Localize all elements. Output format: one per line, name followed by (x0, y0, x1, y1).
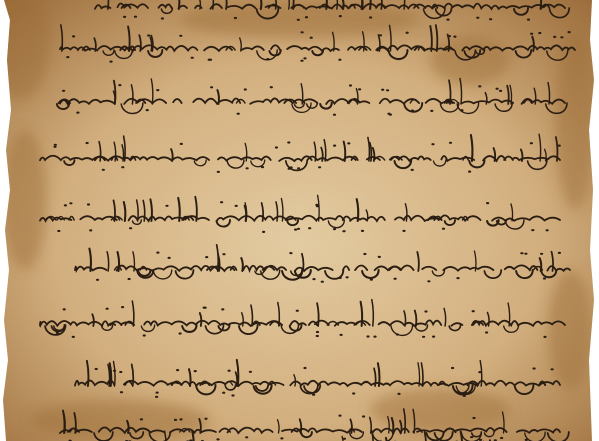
ink-dot (290, 166, 293, 168)
ink-dot (86, 142, 89, 144)
ink-dot (66, 56, 69, 58)
ink-dot (411, 110, 414, 112)
ink-dot (349, 84, 352, 86)
ink-dot (422, 336, 425, 338)
ink-dot (208, 59, 211, 61)
ink-dot (361, 230, 364, 232)
ink-dot (478, 85, 481, 87)
ink-dot (113, 370, 116, 372)
ink-dot (87, 203, 90, 205)
ink-dot (312, 394, 315, 396)
ink-dot (109, 61, 112, 63)
ink-dot (249, 371, 252, 373)
ink-dot (456, 277, 459, 279)
ink-dot (266, 58, 269, 60)
ink-dot (231, 394, 234, 396)
ink-dot (449, 142, 452, 144)
ink-dot (165, 205, 168, 207)
ink-dot (228, 370, 231, 372)
ink-dot (296, 310, 299, 312)
ink-dot (432, 336, 435, 338)
ink-dot (262, 231, 265, 233)
ink-dot (394, 278, 397, 280)
ink-dot (176, 369, 179, 371)
ink-dot (300, 60, 303, 62)
ink-dot (530, 142, 533, 144)
ink-dot (161, 17, 164, 19)
ink-dot (500, 437, 503, 439)
ink-dot (389, 114, 392, 116)
ink-dot (179, 418, 182, 420)
ink-dot (69, 202, 72, 204)
ink-dot (303, 367, 306, 369)
ink-dot (520, 252, 523, 254)
ink-dot (72, 35, 75, 37)
ink-dot (411, 169, 414, 171)
ink-dot (430, 110, 433, 112)
ink-dot (396, 333, 399, 335)
ink-dot (308, 227, 311, 229)
ink-dot (358, 88, 361, 90)
ink-dot (373, 336, 376, 338)
ink-dot (460, 109, 463, 111)
ink-dot (301, 31, 304, 33)
ink-dot (431, 143, 434, 145)
ink-dot (96, 279, 99, 281)
ink-dot (275, 146, 278, 148)
ink-dot (485, 331, 488, 333)
ink-dot (530, 33, 533, 35)
ink-dot (129, 227, 132, 229)
ink-dot (379, 34, 382, 36)
ink-dot (470, 436, 473, 438)
ink-dot (123, 16, 126, 18)
ink-dot (560, 36, 563, 38)
ink-dot (222, 253, 225, 255)
ink-dot (451, 367, 454, 369)
ink-dot (106, 308, 109, 310)
ink-dot (217, 171, 220, 173)
ink-dot (174, 419, 177, 421)
ink-dot (370, 279, 373, 281)
ink-dot (543, 336, 546, 338)
ink-dot (315, 204, 318, 206)
ink-dot (339, 277, 342, 279)
ink-dot (343, 438, 346, 440)
ink-dot (406, 32, 409, 34)
ink-dot (333, 114, 336, 116)
ink-dot (538, 32, 541, 34)
ink-dot (333, 145, 336, 147)
ink-dot (168, 257, 171, 259)
ink-dot (280, 437, 283, 439)
ink-dot (551, 368, 554, 370)
ink-dot (540, 253, 543, 255)
ink-dot (179, 332, 182, 334)
ink-dot (543, 277, 546, 279)
ink-dot (442, 228, 445, 230)
ink-dot (378, 256, 381, 258)
ink-dot (89, 229, 92, 231)
ink-dot (463, 395, 466, 397)
ink-dot (140, 418, 143, 420)
ink-dot (362, 415, 365, 417)
ink-dot (499, 90, 502, 92)
ink-dot (221, 308, 224, 310)
ink-dot (424, 310, 427, 312)
ink-dot (352, 392, 355, 394)
ink-dot (63, 308, 66, 310)
ink-dot (531, 229, 534, 231)
ink-dot (366, 335, 369, 337)
ink-dot (333, 228, 336, 230)
ink-dot (468, 171, 471, 173)
ink-dot (57, 230, 60, 232)
ink-dot (553, 36, 556, 38)
ink-dot (234, 17, 237, 19)
ink-dot (397, 393, 400, 395)
ink-dot (120, 391, 123, 393)
ink-dot (147, 34, 150, 36)
ink-dot (56, 332, 59, 334)
ink-dot (216, 438, 219, 440)
ink-dot (235, 205, 238, 207)
ink-dot (533, 367, 536, 369)
ink-dot (489, 18, 492, 20)
ink-dot (347, 142, 350, 144)
ink-dot (289, 252, 292, 254)
ink-dot (179, 35, 182, 37)
ink-dot (62, 90, 65, 92)
ink-dot (294, 229, 297, 231)
ink-dot (143, 334, 146, 336)
ink-dot (340, 334, 343, 336)
ink-dot (486, 202, 489, 204)
ink-dot (476, 17, 479, 19)
ink-dot (210, 86, 213, 88)
ink-dot (546, 229, 549, 231)
ink-dot (386, 89, 389, 91)
ink-dot (316, 335, 319, 337)
ink-dot (156, 252, 159, 254)
ink-dot (310, 37, 313, 39)
ink-dot (204, 307, 207, 309)
ink-dot (427, 280, 430, 282)
ink-dot (478, 371, 481, 373)
ink-dot (261, 166, 264, 168)
ink-dot (194, 370, 197, 372)
ink-dot (155, 396, 158, 398)
ink-dot (321, 281, 324, 283)
ink-dot (237, 113, 240, 115)
ink-dot (558, 145, 561, 147)
ink-dot (146, 109, 149, 111)
ink-dot (342, 230, 345, 232)
ink-dot (305, 16, 308, 18)
ink-dot (381, 89, 384, 91)
ink-dot (472, 310, 475, 312)
ink-dot (448, 35, 451, 37)
ink-dot (297, 19, 300, 21)
ink-dot (446, 19, 449, 21)
ink-dot (287, 141, 290, 143)
ink-dot (453, 36, 456, 38)
ink-dot (316, 331, 319, 333)
ink-dot (53, 146, 56, 148)
ink-dot (568, 31, 571, 33)
ink-dot (220, 201, 223, 203)
ink-dot (270, 86, 273, 88)
ink-dot (346, 276, 349, 278)
ink-letter-stroke (192, 431, 194, 441)
ink-dot (204, 418, 207, 420)
ink-dot (119, 371, 122, 373)
ink-dot (156, 89, 159, 91)
ink-dot (246, 167, 249, 169)
ink-dot (128, 278, 131, 280)
ink-dot (472, 417, 475, 419)
ink-dot (369, 16, 372, 18)
ink-dot (134, 16, 137, 18)
ink-dot (558, 252, 561, 254)
ink-dot (102, 169, 105, 171)
ink-dot (72, 336, 75, 338)
ink-dot (191, 57, 194, 59)
ink-dot (64, 204, 67, 206)
ink-dot (297, 167, 300, 169)
ink-dot (54, 144, 57, 146)
ink-dot (402, 230, 405, 232)
ink-dot (95, 368, 98, 370)
ink-dot (297, 228, 300, 230)
ink-dot (244, 88, 247, 90)
ink-dot (180, 143, 183, 145)
ink-dot (464, 392, 467, 394)
ink-dot (318, 166, 321, 168)
ink-dot (121, 306, 124, 308)
ink-dot (363, 253, 366, 255)
ink-dot (205, 256, 208, 258)
ink-dot (303, 57, 306, 59)
ink-dot (312, 278, 315, 280)
ink-dot (339, 15, 342, 17)
ink-dot (338, 415, 341, 417)
ink-dot (496, 88, 499, 90)
ink-dot (527, 19, 530, 21)
ink-dot (524, 253, 527, 255)
ink-dot (222, 392, 225, 394)
ink-dot (156, 392, 159, 394)
ink-dot (118, 84, 121, 86)
ink-dot (121, 166, 124, 168)
ink-dot (245, 436, 248, 438)
ink-dot (338, 59, 341, 61)
ink-dot (76, 112, 79, 114)
